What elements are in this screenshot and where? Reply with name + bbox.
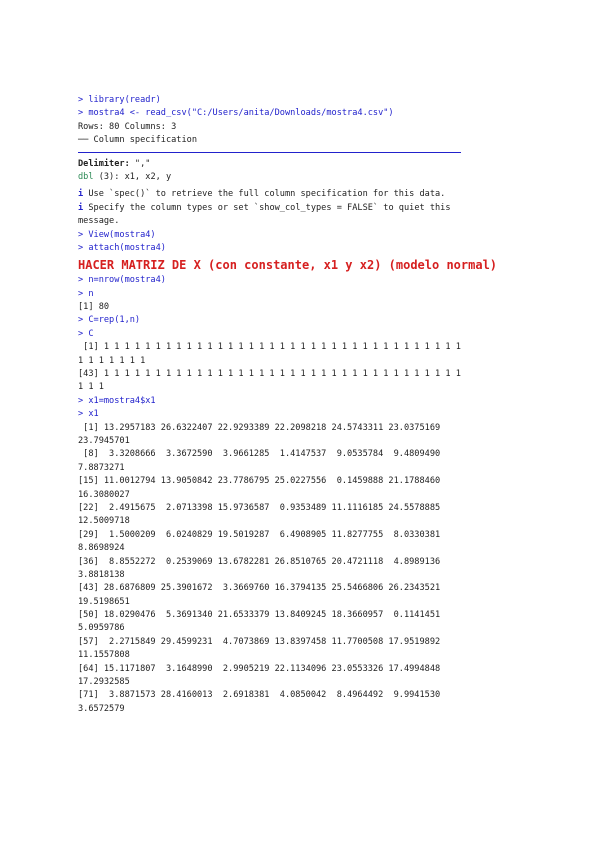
dbl-columns-line — [78, 171, 548, 184]
console-output-line: [43] 28.6876809 25.3901672 3.3669760 16.3794135 25.5466806 26.2343521 — [78, 583, 441, 594]
console-block-view — [78, 215, 548, 255]
info-text: Specify the column types or set `show_col_types = FALSE` to quiet this — [83, 202, 451, 213]
console-output-line: [71] 3.8871573 28.4160013 2.6918381 4.0850042 8.4964492 9.9941530 — [78, 690, 441, 701]
console-command-line: > library(readr) — [78, 95, 161, 105]
console-output-line: [15] 11.0012794 13.9050842 23.7786795 25.0227556 0.1459888 21.1788460 — [78, 476, 441, 487]
console-output-line: 11.1557808 — [78, 650, 130, 661]
console-output-line: ── Column specification — [78, 135, 197, 146]
console-output-line: 23.7945701 — [78, 435, 130, 446]
info-icon: i — [78, 189, 84, 200]
console-output-line: 19.5198651 — [78, 596, 130, 607]
console-output-line: 8.8698924 — [78, 543, 125, 554]
console-command-line: > mostra4 <- read_csv("C:/Users/anita/Downloads/mostra4.csv") — [78, 108, 394, 119]
console-output-line: [22] 2.4915675 2.0713398 15.9736587 0.9353489 11.1116185 24.5578885 — [78, 502, 441, 513]
info-line-col-types — [78, 202, 548, 215]
console-output-line: 5.0959786 — [78, 623, 125, 634]
console-output-line: 7.8873271 — [78, 462, 125, 473]
console-output-line: 12.5009718 — [78, 516, 130, 527]
info-text: Use `spec()` to retrieve the full column specification for this data. — [83, 189, 446, 200]
console-output-line: [1] 1 1 1 1 1 1 1 1 1 1 1 1 1 1 1 1 1 1 1 1 1 1 1 1 1 1 1 1 1 1 1 1 1 1 1 — [78, 342, 461, 353]
console-output-line: [57] 2.2715849 29.4599231 4.7073869 13.8397458 11.7700508 17.9519892 — [78, 636, 441, 647]
console-command-line: > C — [78, 328, 94, 339]
console-output-line: message. — [78, 216, 120, 227]
console-output-line: [36] 8.8552272 0.2539069 13.6782281 26.8510765 20.4721118 4.8989136 — [78, 556, 441, 567]
info-line-spec — [78, 188, 548, 201]
console-output-line: [64] 15.1171807 3.1648990 2.9905219 22.1134096 23.0553326 17.4994848 — [78, 663, 441, 674]
console-command-line: > x1 — [78, 409, 99, 420]
info-icon: i — [78, 202, 84, 213]
console-command-line: > C=rep(1,n) — [78, 315, 141, 326]
console-output-line: 17.2932585 — [78, 677, 130, 688]
console-output-line: [1] 13.2957183 26.6322407 22.9293389 22.2098218 24.5743311 23.0375169 — [78, 422, 441, 433]
console-output-line: 3.8818138 — [78, 569, 125, 580]
console-command-line: > n=nrow(mostra4) — [78, 275, 166, 286]
console-block-import — [78, 94, 548, 148]
console-output-line: [29] 1.5000209 6.0240829 19.5019287 6.4908905 11.8277755 8.0330381 — [78, 529, 441, 540]
section-heading: HACER MATRIZ DE X (con constante, x1 y x2) (modelo normal) — [78, 258, 498, 273]
console-block-matrix — [78, 274, 548, 716]
console-command-line: > View(mostra4) — [78, 229, 156, 240]
console-output-line: 3.6572579 — [78, 703, 125, 714]
console-output-line: [43] 1 1 1 1 1 1 1 1 1 1 1 1 1 1 1 1 1 1 1 1 1 1 1 1 1 1 1 1 1 1 1 1 1 1 1 — [78, 369, 461, 380]
console-output-line: 1 1 1 — [78, 382, 104, 393]
console-output-line: [8] 3.3208666 3.3672590 3.9661285 1.4147537 9.0535784 9.4809490 — [78, 449, 441, 460]
delimiter-label: Delimiter: — [78, 158, 130, 169]
console-output-line: Rows: 80 Columns: 3 — [78, 121, 177, 132]
console-output-line: [1] 80 — [78, 302, 110, 313]
console-command-line: > x1=mostra4$x1 — [78, 395, 156, 406]
console-output-line: 1 1 1 1 1 1 1 — [78, 355, 146, 366]
delimiter-value: "," — [129, 158, 151, 169]
console-command-line: > n — [78, 288, 94, 299]
console-output-line: 16.3080027 — [78, 489, 130, 500]
dbl-type-label: dbl — [78, 171, 94, 182]
dbl-columns-value: (3): x1, x2, y — [93, 171, 172, 182]
delimiter-line — [78, 158, 548, 171]
console-output-line: [50] 18.0290476 5.3691340 21.6533379 13.8409245 18.3660957 0.1141451 — [78, 610, 441, 621]
column-spec-divider — [78, 152, 461, 153]
console-command-line: > attach(mostra4) — [78, 242, 166, 253]
r-console-output — [78, 94, 548, 716]
